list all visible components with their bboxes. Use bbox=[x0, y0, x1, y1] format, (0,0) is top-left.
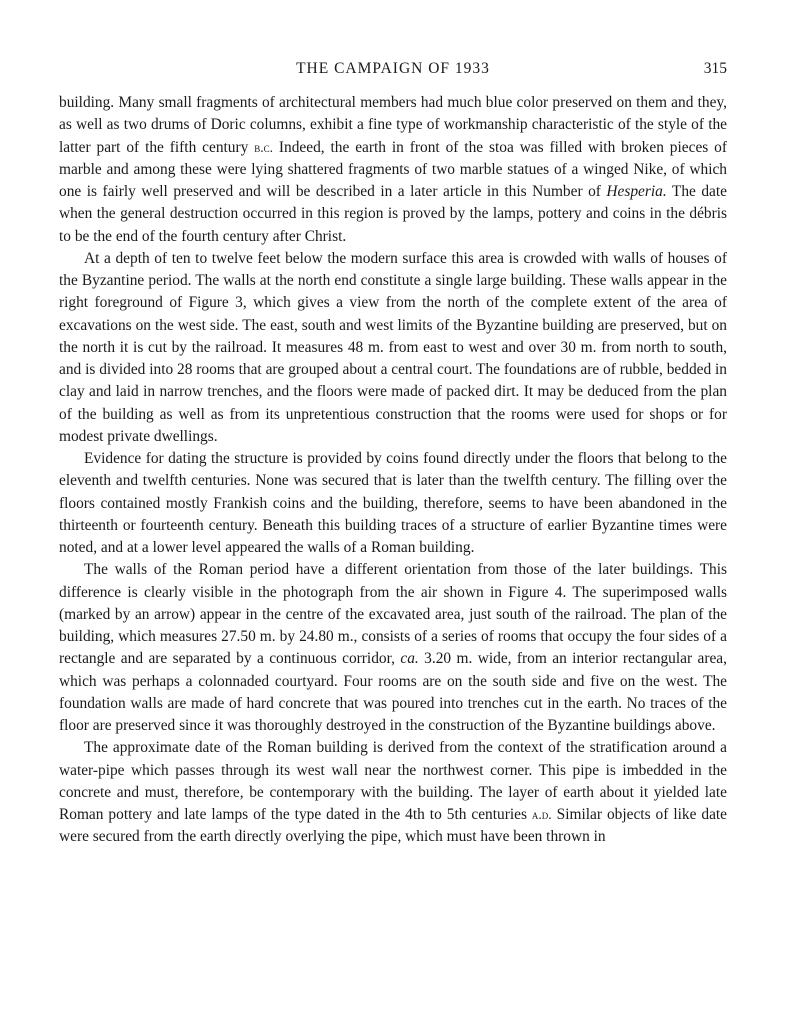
text-run: Similar objects of like date were secured from the earth directly overlying the pipe, which must have been thrown in bbox=[59, 806, 728, 846]
italic-text: Hesperia. bbox=[606, 183, 667, 200]
text-run: The walls of the Roman period have a different orientation from those of the later buildings. This difference is clearly visible in the photograph from the air shown in Figure 4. The superimposed walls (marked by an arrow) appear in the centre of the excavated area, just south of the railroad. The plan of the building, which measures 27.50 m. by 24.80 m., consists of a series of rooms that occupy the four sides of a rectangle and are separated by a continuous corridor, bbox=[59, 561, 727, 668]
text-run: Evidence for dating the structure is provided by coins found directly under the floors that belong to the eleventh and twelfth centuries. None was secured that is later than the twelfth century. The filling over the floors contained mostly Frankish coins and the building, therefore, seems to have been abandoned in the thirteenth or fourteenth century. Beneath this building traces of a structure of earlier Byzantine times were noted, and at a lower level appeared the walls of a Roman building. bbox=[59, 450, 727, 556]
page-number: 315 bbox=[703, 60, 727, 77]
paragraph bbox=[59, 559, 727, 737]
text-run: At a depth of ten to twelve feet below the modern surface this area is crowded with walls of houses of the Byzantine period. The walls at the north end constitute a single large building. These walls appear in the right foreground of Figure 3, which gives a view from the north of the complete extent of the area of excavations on the west side. The east, south and west limits of the Byzantine building are preserved, but on the north it is cut by the railroad. It measures 48 m. from east to west and over 30 m. from north to south, and is divided into 28 rooms that are grouped about a central court. The foundations are of rubble, bedded in clay and laid in narrow trenches, and the floors were made of packed dirt. It may be deduced from the plan of the building as well as from its unpretentious construction that the rooms were used for shops or for modest private dwellings. bbox=[59, 249, 727, 445]
running-head bbox=[59, 58, 727, 82]
italic-text: ca. bbox=[400, 650, 419, 668]
text-run: 3.20 m. wide, from an interior rectangular area, which was perhaps a colonnaded courtyard. Four rooms are on the south side and five on the west. The foundation walls are made of hard concrete that was poured into trenches cut in the earth. No traces of the floor are preserved since it was thoroughly destroyed in the construction of the Byzantine buildings above. bbox=[59, 650, 727, 734]
paragraph bbox=[59, 448, 727, 559]
running-title: THE CAMPAIGN OF 1933 bbox=[296, 60, 490, 77]
text-run: The approximate date of the Roman building is derived from the context of the stratification around a water-pipe which passes through its west wall near the northwest corner. This pipe is imbedded in the concrete and must, therefore, be contemporary with the building. The layer of earth about it yielded late Roman pottery and late lamps of the type dated in the 4th to 5th centuries bbox=[59, 739, 727, 823]
paragraph bbox=[59, 92, 727, 248]
paragraph bbox=[59, 737, 727, 848]
text-run: Indeed, the earth in front of the stoa was filled with broken pieces of marble and among these were lying shattered fragments of two marble statues of a winged Nike, of which one is fairly well preserved and will be described in a later article in this Number of bbox=[59, 138, 727, 200]
small-caps-text: a.d. bbox=[531, 807, 552, 822]
text-run: The date when the general destruction occurred in this region is proved by the lamps, pottery and coins in the débris to be the end of the fourth century after Christ. bbox=[59, 183, 727, 245]
text-run: building. Many small fragments of architectural members had much blue color preserved on them and they, as well as two drums of Doric columns, exhibit a fine type of workmanship characteristic of the style of the latter part of the fifth century bbox=[59, 94, 727, 156]
small-caps-text: b.c. bbox=[254, 139, 273, 155]
document-page bbox=[59, 58, 727, 849]
paragraph bbox=[59, 248, 727, 448]
body-text bbox=[59, 92, 727, 849]
